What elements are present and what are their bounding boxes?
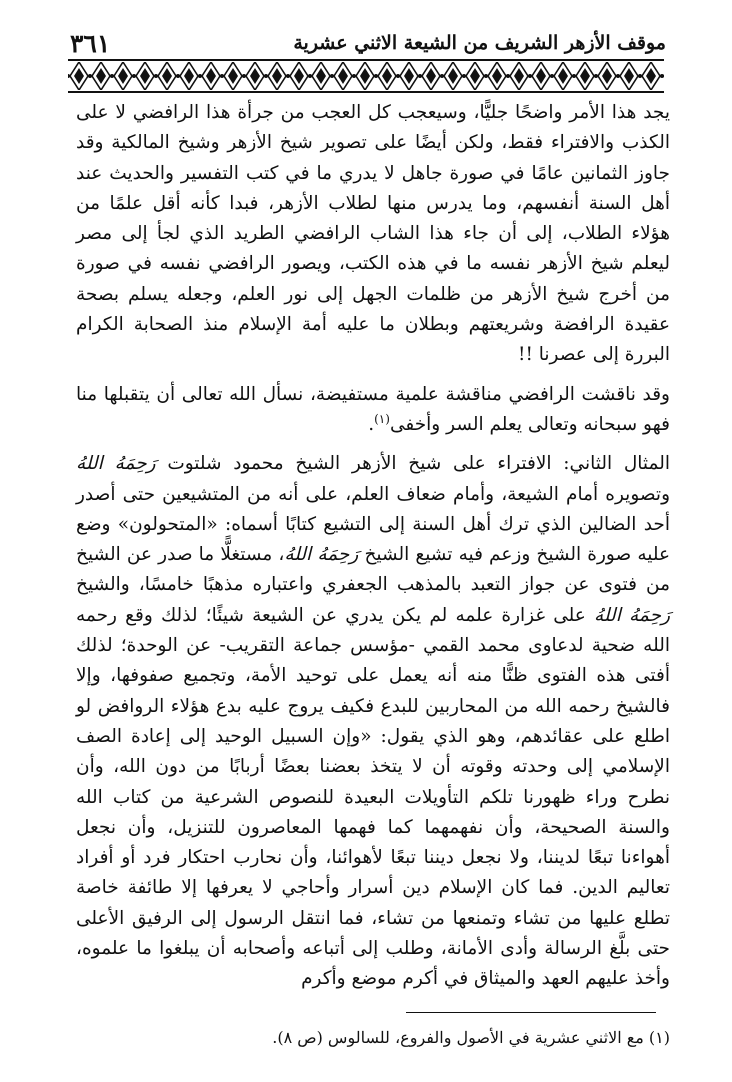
footnote-divider bbox=[406, 1012, 656, 1013]
footnote: (١) مع الاثني عشرية في الأصول والفروع، للسالوس (ص ٨). bbox=[272, 1028, 670, 1047]
honorific-calligraphy: رَحِمَهُ اللهُ bbox=[76, 453, 156, 475]
main-text bbox=[76, 98, 670, 995]
paragraph bbox=[76, 449, 670, 994]
page-number: ٣٦١ bbox=[70, 28, 111, 58]
paragraph-end: . bbox=[368, 413, 375, 435]
paragraph-text: على غزارة علمه لم يكن يدري عن الشيعة شيئًا؛ لذلك وقع رحمه الله ضحية لدعاوى محمد القمي -مؤسس جماعة التقريب- عن الوحدة؛ لذلك أفتى هذه الفتوى ظنًّا منه أنه يعمل على توحيد الأمة، وتجميع صفوفها، وإلا فالشيخ رحمه الله من المحاربين للبدع فكيف يروج عليه بدع هؤلاء الروافض لو اطلع على عقائدهم، وهو الذي يقول: «وإن السبيل الوحيد إلى إعادة الصف الإسلامي إلى وحدته وقوته أن لا يتخذ بعضنا بعضًا أربابًا من دون الله، وأن نطرح وراء ظهورنا تلكم التأويلات البعيدة للنصوص الشرعية من كتاب الله والسنة الصحيحة، وأن نفهمهما كما فهمها المعاصرون للتنزيل، وأن نجعل أهواءنا تبعًا لديننا، ولا نجعل ديننا تبعًا لأهوائنا، وأن نحارب احتكار فرد أو أفراد تعاليم الدين. فما كان الإسلام دين أسرار وأحاجي لا يعرفها إلا طائفة خاصة تطلع عليها من تشاء وتمنعها من تشاء، فما انتقل الرسول إلى الرفيق الأعلى حتى بلَّغ الرسالة وأدى الأمانة، وطلب إلى أتباعه وأصحابه أن يبلغوا ما علموه، وأخذ عليهم العهد والميثاق في أكرم موضع وأكرم bbox=[76, 604, 670, 990]
book-title: موقف الأزهر الشريف من الشيعة الاثني عشرية bbox=[293, 32, 666, 54]
footnote-reference: (١) bbox=[374, 411, 390, 426]
running-header bbox=[70, 26, 666, 60]
decorative-border-ornament bbox=[68, 58, 664, 94]
paragraph: يجد هذا الأمر واضحًا جليًّا، وسيعجب كل العجب من جرأة هذا الرافضي لا على الكذب والافتراء فقط، ولكن أيضًا على تصوير شيخ الأزهر وشيخ المالكية وقد جاوز الثمانين عامًا في صورة جاهل لا يدري ما في كتب التفسير والحديث عند أهل السنة أنفسهم، وما يدرس منها لطلاب الأزهر، فبدا كأنه أقل علمًا من هؤلاء الطلاب، إلى أن جاء هذا الشاب الرافضي الطريد الذي لجأ إلى مصر ليعلم شيخ الأزهر نفسه ما في هذه الكتب، ويصور الرافضي نفسه في صورة من أخرج شيخ الأزهر من ظلمات الجهل إلى نور العلم، وجعله يسلم بصحة عقيدة الرافضة وشريعتهم وبطلان ما عليه أمة الإسلام منذ الصحابة الكرام البررة إلى عصرنا !! bbox=[76, 102, 670, 366]
honorific-calligraphy: رَحِمَهُ اللهُ bbox=[284, 544, 359, 566]
honorific-calligraphy: رَحِمَهُ اللهُ bbox=[594, 604, 670, 626]
paragraph-text: المثال الثاني: الافتراء على شيخ الأزهر الشيخ محمود شلتوت bbox=[167, 453, 670, 475]
paragraph bbox=[76, 380, 670, 441]
paragraph-text: وقد ناقشت الرافضي مناقشة علمية مستفيضة، نسأل الله تعالى أن يتقبلها منا فهو سبحانه وتعالى يعلم السر وأخفى bbox=[76, 383, 670, 435]
paragraph-text: وتصويره أمام الشيعة، وأمام ضعاف العلم، على أنه من المتشيعين حتى أصدر أحد الضالين الذي ترك أهل السنة إلى التشيع كتابًا أسماه: «المتحولون» وضع عليه صورة الشيخ وزعم فيه تشيع الشيخ bbox=[76, 483, 670, 566]
paragraph-text: ، مستغلًّا ما صدر عن الشيخ من فتوى عن جواز التعبد بالمذهب الجعفري واعتباره مذهبًا خامسًا، والشيخ bbox=[76, 544, 670, 596]
